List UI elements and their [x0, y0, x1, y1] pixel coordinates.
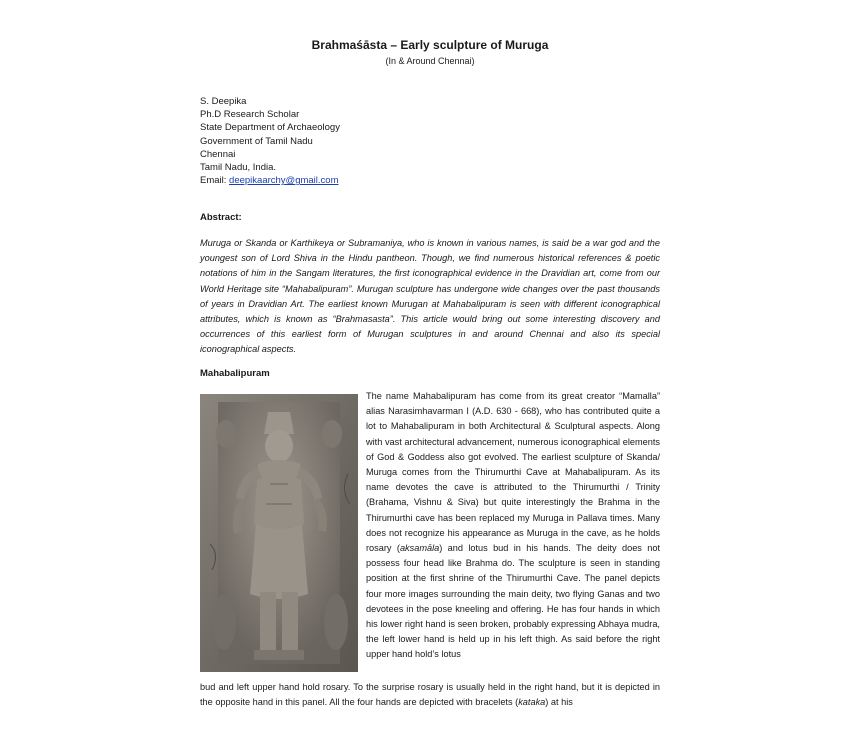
body-text-2: bud and left upper hand hold rosary. To the surprise rosary is usually held in the right hand, but it is depicted in the opposite hand in this panel. All the four hands are depicted with bracelets (	[200, 682, 660, 708]
sculpture-photo	[200, 394, 358, 672]
body-italic-term-1: aksamāla	[399, 543, 440, 554]
author-name: S. Deepika	[200, 96, 247, 107]
author-email-line	[200, 174, 340, 187]
author-department: State Department of Archaeology	[200, 122, 340, 134]
body-paragraph-wrap	[366, 389, 660, 663]
author-government: Government of Tamil Nadu	[200, 135, 313, 147]
body-text-1: The name Mahabalipuram has come from its great creator “Mamalla” alias Narasimhavarman I (A.D. 630 - 668), who has contributed quite a lot to Mahabalipuram in both Architectural & Sculptural aspects. Along with vast architectural advancement, numerous iconographical elements of God & Goddess also got evolved. The earliest sculpture of Skanda/ Muruga comes from the Thirumurthi Cave at Mahabalipuram. As its name devotes the cave is attributed to the Thirumurthi / Trinity (Brahama, Vishnu & Siva) but quite interestingly the Brahma in the Thirumurthi cave has been replaced my Muruga in Pallava times. Many does not recognize his appearance as Muruga in the cave, as he holds rosary (	[366, 391, 660, 554]
body-italic-term-2: kataka	[518, 697, 546, 708]
body-text-1-rest: ) and lotus bud in his hands. The deity does not possess four head like Brahma do. The sculpture is seen in standing position at the first shrine of the Thirumurthi Cave. The panel depicts four more images surrounding the main deity, two flying Ganas and two devotees in the pose kneeling and offering. He has four hands in which his lower right hand is seen broken, probably expressing Abhaya mudra, the left lower hand is held up in his left thigh. As said before the right upper hand hold’s lotus	[366, 543, 661, 660]
section-heading: Mahabalipuram	[200, 368, 270, 379]
page-subtitle: (In & Around Chennai)	[385, 56, 475, 66]
email-label: Email:	[200, 175, 230, 187]
sculpture-photo-illustration	[200, 394, 358, 672]
abstract-heading: Abstract:	[200, 212, 242, 223]
page-title: Brahmaśāsta – Early sculpture of Muruga	[311, 38, 549, 52]
abstract-text: Muruga or Skanda or Karthikeya or Subramaniya, who is known in various names, is said be a war god and the youngest son of Lord Shiva in the Hindu pantheon. Though, we find numerous historical references & poetic notations of him in the Sangam literatures, the first iconographical evidence in the Dravidian art, come from our World Heritage site “Mahabalipuram”. Murugan sculpture has undergone wide changes over the past thousands of years in Dravidian Art. The earliest known Murugan at Mahabalipuram is seen with different iconographical attributes, which is known as “Brahmasasta”. This article would bring out some interesting discovery and occurrences of this earliest form of Murugan sculptures in and around Chennai and also its special iconographical aspects.	[200, 238, 660, 355]
author-city: Chennai	[200, 148, 236, 160]
author-block	[200, 95, 340, 187]
body-text-2-rest: ) at his	[545, 697, 573, 708]
body-paragraph-full	[200, 680, 660, 710]
author-role: Ph.D Research Scholar	[200, 109, 300, 121]
author-state: Tamil Nadu, India.	[200, 162, 277, 174]
email-link[interactable]: deepikaarchy@gmail.com	[229, 175, 339, 187]
